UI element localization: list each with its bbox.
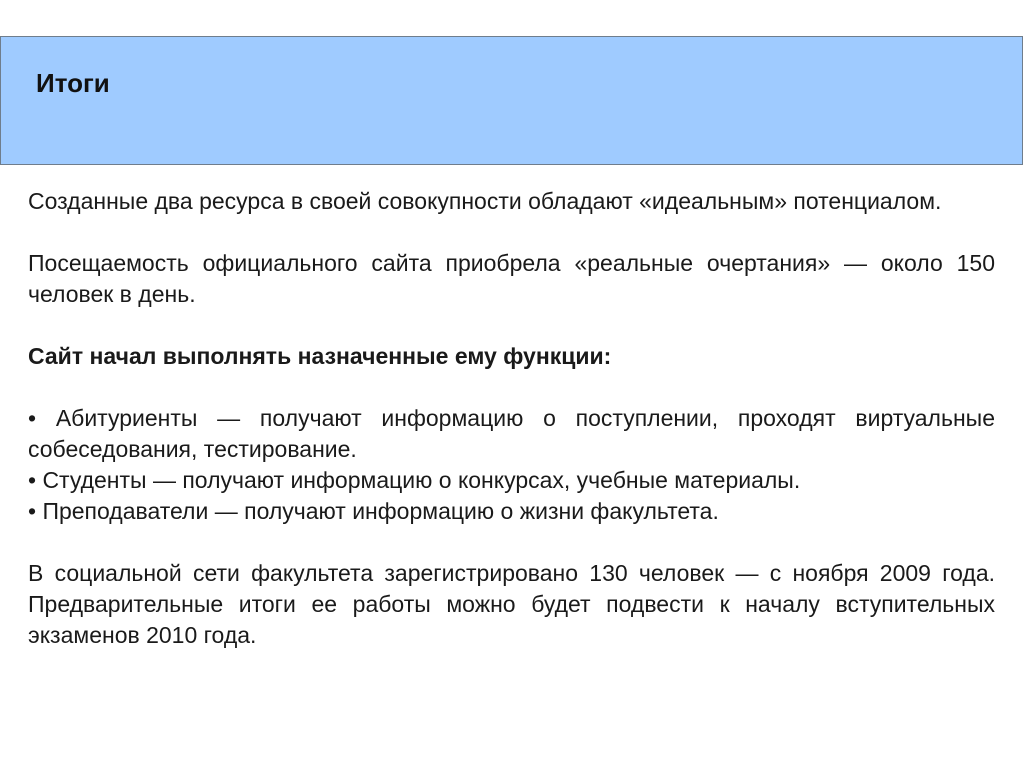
bullet-teachers: • Преподаватели — получают информацию о жизни факультета. xyxy=(28,498,719,524)
spacer xyxy=(28,217,995,248)
slide-content xyxy=(28,186,995,651)
spacer xyxy=(28,310,995,341)
spacer xyxy=(28,527,995,558)
bullet-applicants: • Абитуриенты — получают информацию о поступлении, проходят виртуальные собеседования, тестирование. xyxy=(28,405,995,462)
paragraph-functions-heading: Сайт начал выполнять назначенные ему функции: xyxy=(28,343,612,369)
paragraph-resources: Созданные два ресурса в своей совокупности обладают «идеальным» потенциалом. xyxy=(28,188,942,214)
title-bar xyxy=(0,36,1023,165)
paragraph-attendance: Посещаемость официального сайта приобрела «реальные очертания» — около 150 человек в день. xyxy=(28,250,995,307)
slide-title: Итоги xyxy=(36,68,110,98)
spacer xyxy=(28,372,995,403)
paragraph-social-network: В социальной сети факультета зарегистрировано 130 человек — с ноября 2009 года. Предварительные итоги ее работы можно будет подвести к началу вступительных экзаменов 2010 года. xyxy=(28,560,995,648)
bullet-students: • Студенты — получают информацию о конкурсах, учебные материалы. xyxy=(28,467,801,493)
